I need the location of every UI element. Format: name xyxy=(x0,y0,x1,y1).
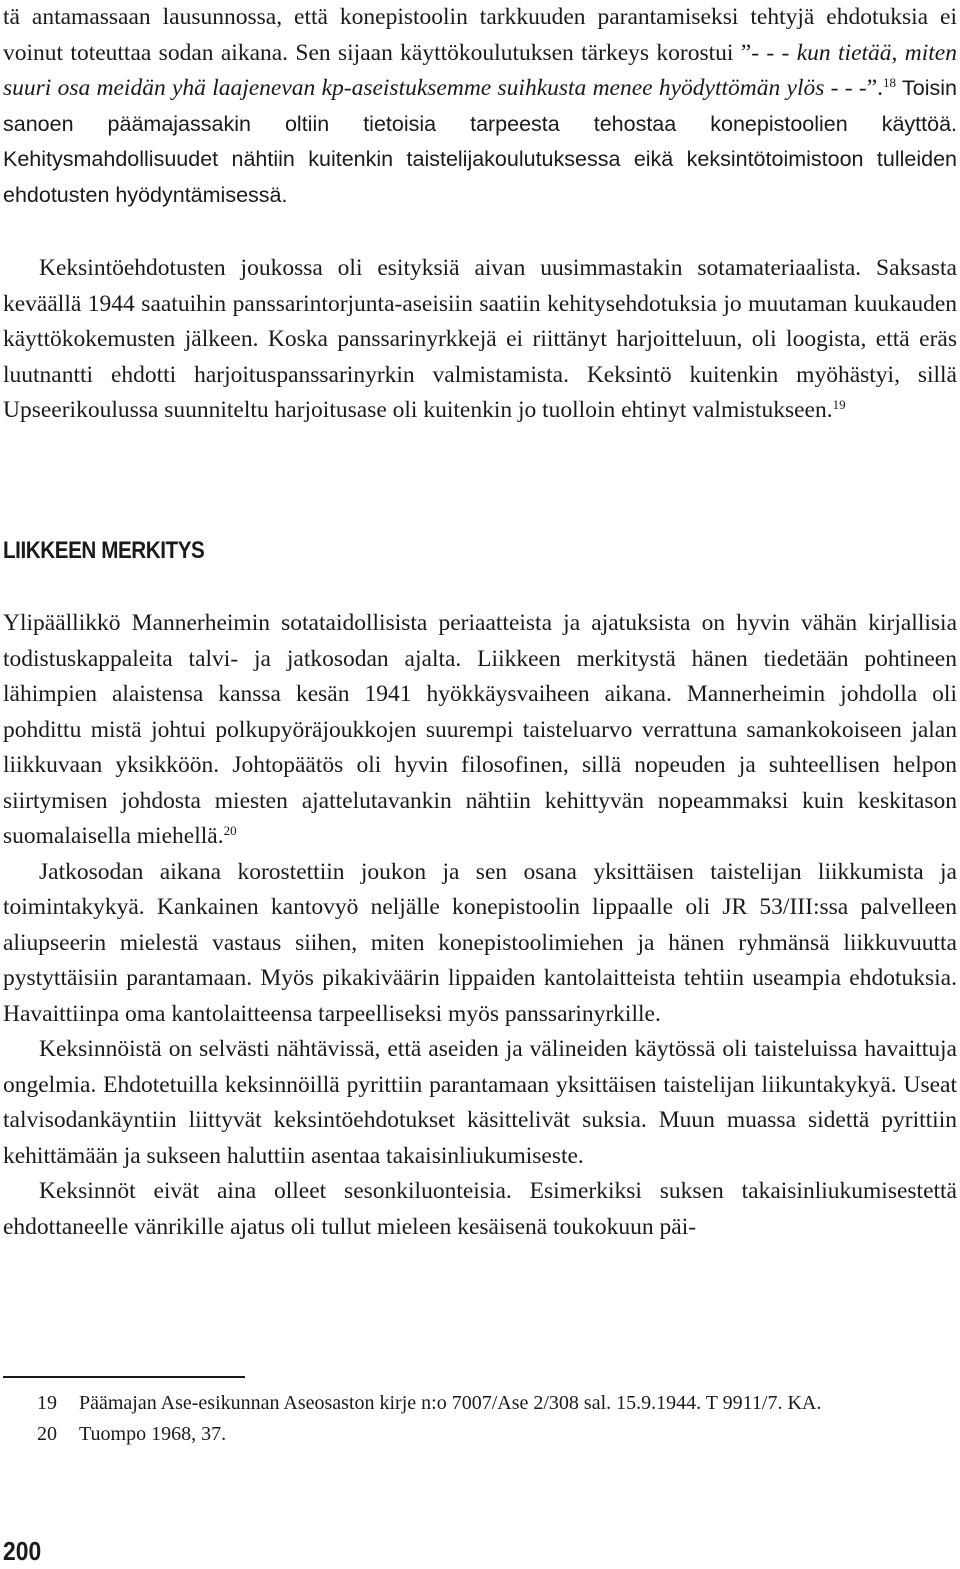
footnote-ref: 20 xyxy=(223,823,237,839)
text-run: tä antamassaan lausunnossa, että konepistoolin tarkkuuden parantamiseksi tehtyjä ehdotuksia ei voinut toteuttaa sodan aikana. Sen sijaan käyttökoulutuksen tärkeys korostui ”- - - xyxy=(3,4,957,66)
page-number: 200 xyxy=(3,1536,42,1566)
text-run-sans: Toisin sanoen päämajassakin oltiin tietoisia tarpeesta tehostaa konepistoolien käyttöä. Kehitysmahdollisuudet nähtiin kuitenkin taistelijakoulutuksessa eikä keksintötoimistoon tulleiden ehdotusten hyödyntämisessä. xyxy=(3,76,957,207)
footnote-divider xyxy=(3,1376,245,1378)
footnote xyxy=(37,1419,821,1450)
paragraph: Jatkosodan aikana korostettiin joukon ja sen osana yksittäisen taistelijan liikkumista ja toimintakykyä. Kankainen kantovyö neljälle konepistoolin lippaalle oli JR 53/III:ssa palvelleen aliupseerin mielestä vastaus siihen, miten konepistoolimiehen ja hänen ryhmänsä liikkuvuutta pystyttäisiin parantamaan. Myös pikakiväärin lippaiden kantolaitteista tehtiin useampia ehdotuksia. Havaittiinpa oma kantolaitteensa tarpeelliseksi myös panssarinyrkille. xyxy=(3,858,957,1027)
text-block-top xyxy=(3,0,957,213)
text-run: Keksintöehdotusten joukossa oli esityksiä aivan uusimmastakin sotamateriaalista. Saksasta keväällä 1944 saatuihin panssarintorjunta-aseisiin saatiin kehitysehdotuksia jo muutaman kuukauden käyttökokemusten jälkeen. Koska panssarinyrkkejä ei riittänyt harjoitteluun, oli loogista, että eräs luutnantti ehdotti harjoituspanssarinyrkin valmistamista. Keksintö kuitenkin myöhästyi, sillä Upseerikoulussa suunniteltu harjoitusase oli kuitenkin jo tuolloin ehtinyt valmistukseen. xyxy=(3,255,957,423)
text-block-second xyxy=(3,251,957,429)
paragraph xyxy=(3,0,957,213)
text-run: Ylipäällikkö Mannerheimin sotataidollisista periaatteista ja ajatuksista on hyvin vähän kirjallisia todistuskappaleita talvi- ja jatkosodan ajalta. Liikkeen merkitystä hänen tiedetään pohtineen lähimpien alaistensa kanssa kesän 1941 hyökkäysvaiheen aikana. Mannerheimin johdolla oli pohdittu mistä johtui polkupyöräjoukkojen suurempi taisteluarvo verrattuna samankokoiseen jalan liikkuvaan yksikköön. Johtopäätös oli hyvin filosofinen, sillä nopeuden ja suhteellisen helpon siirtymisen johdosta miesten ajattelutavankin nähtiin kehittyvän nopeammaksi kuin keskitason suomalaisella miehellä. xyxy=(3,610,957,849)
footnote-number: 19 xyxy=(37,1392,57,1414)
footnote-ref: 19 xyxy=(832,397,846,413)
footnote-number: 20 xyxy=(37,1423,57,1445)
section-heading: LIIKKEEN MERKITYS xyxy=(3,537,205,564)
text-block-section xyxy=(3,606,957,1245)
footnote-ref: 18 xyxy=(883,75,897,91)
paragraph xyxy=(3,251,957,429)
footnotes xyxy=(37,1388,821,1450)
quote-italic: kun tietää, miten suuri osa meidän yhä laajenevan kp-aseistuksemme suihkusta menee hyödyttömän ylös - - - xyxy=(3,39,957,101)
paragraph xyxy=(3,606,957,855)
paragraph: Keksinnöt eivät aina olleet sesonkiluonteisia. Esimerkiksi suksen takaisinliukumisestettä ehdottaneelle vänrikille ajatus oli tullut mieleen kesäisenä toukokuun päi- xyxy=(3,1178,957,1240)
footnote-text: Tuompo 1968, 37. xyxy=(79,1423,227,1445)
footnote-text: Päämajan Ase-esikunnan Aseosaston kirje n:o 7007/Ase 2/308 sal. 15.9.1944. T 9911/7. KA. xyxy=(79,1392,822,1414)
text-run: ”. xyxy=(866,75,884,101)
footnote xyxy=(37,1388,821,1419)
paragraph: Keksinnöistä on selvästi nähtävissä, että aseiden ja välineiden käytössä oli taisteluissa havaittuja ongelmia. Ehdotetuilla keksinnöillä pyrittiin parantamaan yksittäisen taistelijan liikuntakykyä. Useat talvisodankäyntiin liittyvät keksintöehdotukset käsittelivät suksia. Muun muassa sidettä pyrittiin kehittämään ja sukseen haluttiin asentaa takaisinliukumiseste. xyxy=(3,1036,957,1169)
